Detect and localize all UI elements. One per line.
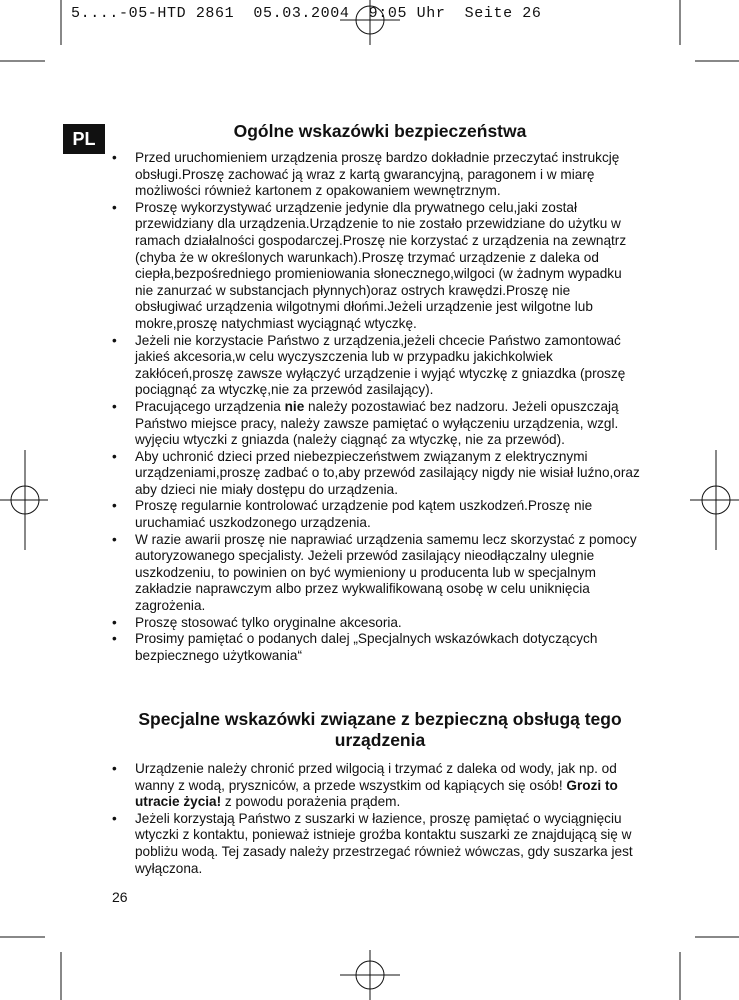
- bullet-icon: •: [112, 199, 117, 215]
- item-text-before: Pracującego urządzenia: [135, 398, 285, 414]
- bullet-icon: •: [112, 398, 117, 414]
- item-text: Proszę wykorzystywać urządzenie jedynie dla prywatnego celu,jaki został przewidziany dla urządzenia.Urządzenie to nie zostało przewidziane do użytku w ramach działalności gospodarczej.Proszę nie korzystać z urządzenia na zewnątrz (chyba że w określonych warunkach).Proszę trzymać urządzenie z daleka od ciepła,bezpośredniego promieniowania słonecznego,wilgoci (w żadnym wypadku nie zanurzać w substancjach płynnych)oraz ostrych krawędzi.Proszę nie obsługiwać urządzenia wilgotnymi dłońmi.Jeżeli urządzenie jest wilgotne lub mokre,proszę natychmiast wyciągnąć wtyczkę.: [135, 199, 627, 331]
- bullet-icon: •: [112, 531, 117, 547]
- list-item: [112, 200, 640, 333]
- list-item: [112, 811, 640, 877]
- item-text: Prosimy pamiętać o podanych dalej „Specjalnych wskazówkach dotyczących bezpiecznego użytkowania“: [135, 631, 598, 663]
- item-text: Aby uchronić dzieci przed niebezpieczeństwem związanym z elektrycznymi urządzeniami,proszę zadbać o to,aby przewód zasilający nigdy nie wisiał luźno,oraz aby dzieci nie miały dostępu do urządzenia.: [135, 448, 640, 497]
- language-badge: PL: [63, 124, 105, 154]
- item-text: Przed uruchomieniem urządzenia proszę bardzo dokładnie przeczytać instrukcję obsługi.Proszę zachować ją wraz z kartą gwarancyjną, paragonem i w miarę możliwości również kartonem z opakowaniem wewnętrznym.: [135, 150, 620, 199]
- bullet-icon: •: [112, 332, 117, 348]
- item-text: Proszę regularnie kontrolować urządzenie pod kątem uszkodzeń.Proszę nie uruchamiać uszkodzonego urządzenia.: [135, 498, 593, 531]
- item-text-after: z powodu porażenia prądem.: [221, 794, 401, 810]
- list-item: [112, 615, 640, 632]
- bullet-icon: •: [112, 614, 117, 630]
- list-item: [112, 150, 640, 200]
- page-number: 26: [112, 889, 128, 905]
- item-text: Jeżeli korzystają Państwo z suszarki w łazience, proszę pamiętać o wyciągnięciu wtyczki z kontaktu, ponieważ istnieje groźba kontaktu suszarki ze znajdującą się w pobliżu wodą. Tej zasady należy przestrzegać również wówczas, gdy suszarka jest wyłączona.: [135, 810, 633, 876]
- item-text: Proszę stosować tylko oryginalne akcesoria.: [135, 614, 402, 630]
- general-safety-list: [112, 150, 640, 664]
- item-text: W razie awarii proszę nie naprawiać urządzenia samemu lecz skorzystać z pomocy autoryzowanego specjalisty. Jeżeli przewód zasilający nieodłączalny ulegnie uszkodzeniu, to powinien on być wymieniony u producenta lub w specjalnym zakładzie naprawczym albo przez wykwalifikowaną osobę w celu uniknięcia zagrożenia.: [135, 531, 637, 614]
- bullet-icon: •: [112, 448, 117, 464]
- bullet-icon: •: [112, 498, 117, 514]
- bullet-icon: •: [112, 810, 117, 826]
- section-title-special-safety: Specjalne wskazówki związane z bezpieczną obsługą tego urządzenia: [138, 709, 622, 750]
- list-item: [112, 631, 640, 664]
- registration-mark-right: [690, 450, 739, 550]
- list-item: [112, 333, 640, 399]
- bullet-icon: •: [112, 631, 117, 647]
- item-text-bold: nie: [284, 398, 305, 414]
- special-safety-list: [112, 761, 640, 877]
- section-title-general-safety: Ogólne wskazówki bezpieczeństwa: [233, 121, 527, 141]
- item-text-before: Urządzenie należy chronić przed wilgocią i trzymać z daleka od wody, jak np. od wanny z wodą, pryszniców, a przede wszystkim od kąpiących się osób!: [135, 761, 617, 793]
- list-item: [112, 532, 640, 615]
- list-item: [112, 449, 640, 499]
- list-item: [112, 399, 640, 449]
- print-header: 5....-05-HTD 2861 05.03.2004 9:05 Uhr Seite 26: [71, 5, 542, 22]
- item-text-bold: Grozi to utracie życia!: [135, 777, 618, 810]
- item-text-after: należy pozostawiać bez nadzoru. Jeżeli opuszczają Państwo miejsce pracy, należy zawsze pamiętać o wyłączeniu urządzenia, wzgl. wyjęciu wtyczki z gniazda (należy ciągnąć za wtyczkę, nie za przewód).: [135, 398, 619, 448]
- bullet-icon: •: [112, 761, 117, 776]
- item-text: Jeżeli nie korzystacie Państwo z urządzenia,jeżeli chcecie Państwo zamontować jakieś akcesoria,w celu wyczyszczenia lub w przypadku jakichkolwiek zakłóceń,proszę zawsze wyłączyć urządzenie i wyjąć wtyczkę z gniazdka (proszę pociągnąć za wtyczkę,nie za przewód zasilający).: [135, 332, 626, 398]
- registration-mark-bottom: [340, 950, 400, 1000]
- list-item: [112, 498, 640, 531]
- bullet-icon: •: [112, 150, 117, 165]
- registration-mark-left: [0, 450, 48, 550]
- list-item: [112, 761, 640, 811]
